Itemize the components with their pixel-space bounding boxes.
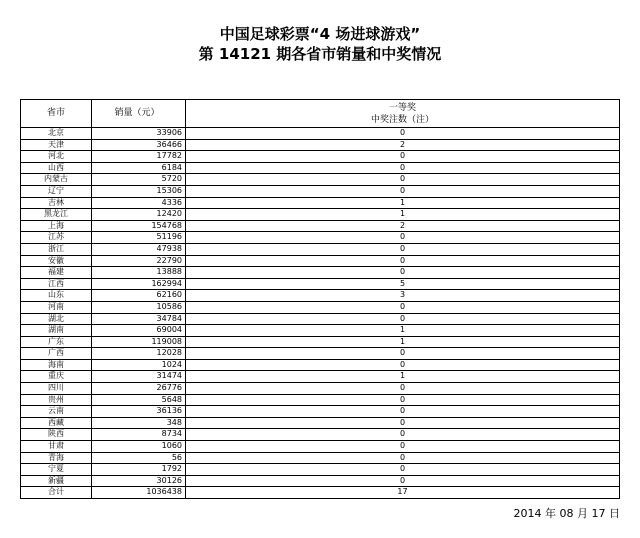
cell-province: 四川 — [21, 383, 92, 395]
table-row — [21, 162, 620, 174]
cell-province: 甘肃 — [21, 441, 92, 453]
cell-province: 内蒙古 — [21, 174, 92, 186]
cell-sales: 1036438 — [92, 487, 186, 499]
cell-sales: 154768 — [92, 220, 186, 232]
cell-province: 海南 — [21, 359, 92, 371]
table-row — [21, 383, 620, 395]
cell-sales: 12028 — [92, 348, 186, 360]
cell-sales: 10586 — [92, 301, 186, 313]
table-row — [21, 220, 620, 232]
cell-sales: 51196 — [92, 232, 186, 244]
cell-winners: 0 — [186, 441, 620, 453]
table-row — [21, 313, 620, 325]
table-header-row — [21, 100, 620, 128]
report-date: 2014 年 08 月 17 日 — [513, 507, 620, 520]
cell-province: 天津 — [21, 139, 92, 151]
cell-winners: 1 — [186, 325, 620, 337]
header-prize-line-1: 一等奖 — [388, 102, 416, 113]
table-row — [21, 371, 620, 383]
table-row — [21, 267, 620, 279]
cell-sales: 348 — [92, 417, 186, 429]
cell-winners: 0 — [186, 429, 620, 441]
cell-sales: 31474 — [92, 371, 186, 383]
cell-sales: 15306 — [92, 185, 186, 197]
table-row — [21, 128, 620, 140]
table-row — [21, 232, 620, 244]
table-row — [21, 243, 620, 255]
cell-sales: 8734 — [92, 429, 186, 441]
cell-province: 青海 — [21, 452, 92, 464]
cell-sales: 5648 — [92, 394, 186, 406]
table-row — [21, 348, 620, 360]
cell-province: 福建 — [21, 267, 92, 279]
cell-province: 广西 — [21, 348, 92, 360]
cell-sales: 17782 — [92, 151, 186, 163]
cell-winners: 0 — [186, 162, 620, 174]
cell-province: 广东 — [21, 336, 92, 348]
cell-province: 安徽 — [21, 255, 92, 267]
table-row — [21, 290, 620, 302]
cell-winners: 0 — [186, 359, 620, 371]
title-line-1: 中国足球彩票“4 场进球游戏” — [219, 25, 421, 43]
cell-winners: 3 — [186, 290, 620, 302]
cell-winners: 5 — [186, 278, 620, 290]
table-row — [21, 255, 620, 267]
table-row — [21, 197, 620, 209]
cell-sales: 4336 — [92, 197, 186, 209]
cell-sales: 56 — [92, 452, 186, 464]
cell-winners: 0 — [186, 383, 620, 395]
cell-sales: 69004 — [92, 325, 186, 337]
cell-province: 湖北 — [21, 313, 92, 325]
table-row — [21, 464, 620, 476]
table-row — [21, 151, 620, 163]
cell-sales: 33906 — [92, 128, 186, 140]
cell-winners: 1 — [186, 371, 620, 383]
table-row — [21, 336, 620, 348]
cell-province: 陕西 — [21, 429, 92, 441]
cell-province: 贵州 — [21, 394, 92, 406]
cell-sales: 12420 — [92, 209, 186, 221]
cell-winners: 0 — [186, 475, 620, 487]
cell-winners: 1 — [186, 209, 620, 221]
cell-winners: 0 — [186, 255, 620, 267]
table-row — [21, 475, 620, 487]
cell-province: 吉林 — [21, 197, 92, 209]
cell-sales: 5720 — [92, 174, 186, 186]
header-province: 省市 — [21, 100, 92, 128]
table-row — [21, 487, 620, 499]
cell-winners: 0 — [186, 394, 620, 406]
cell-sales: 36136 — [92, 406, 186, 418]
table-row — [21, 429, 620, 441]
cell-sales: 36466 — [92, 139, 186, 151]
cell-winners: 0 — [186, 452, 620, 464]
table-row — [21, 139, 620, 151]
cell-sales: 1792 — [92, 464, 186, 476]
cell-province: 江苏 — [21, 232, 92, 244]
cell-province: 湖南 — [21, 325, 92, 337]
cell-winners: 0 — [186, 301, 620, 313]
table-row — [21, 278, 620, 290]
table-body — [21, 128, 620, 499]
cell-winners: 1 — [186, 197, 620, 209]
cell-province: 西藏 — [21, 417, 92, 429]
cell-sales: 6184 — [92, 162, 186, 174]
header-prize-line-2: 中奖注数（注） — [370, 114, 434, 125]
header-sales: 销量（元） — [92, 100, 186, 128]
table-row — [21, 185, 620, 197]
cell-sales: 1024 — [92, 359, 186, 371]
cell-winners: 0 — [186, 464, 620, 476]
cell-province: 山东 — [21, 290, 92, 302]
cell-province: 合计 — [21, 487, 92, 499]
cell-winners: 0 — [186, 243, 620, 255]
cell-sales: 34784 — [92, 313, 186, 325]
cell-sales: 26776 — [92, 383, 186, 395]
cell-winners: 0 — [186, 313, 620, 325]
cell-province: 黑龙江 — [21, 209, 92, 221]
cell-sales: 30126 — [92, 475, 186, 487]
cell-province: 上海 — [21, 220, 92, 232]
cell-province: 河南 — [21, 301, 92, 313]
table-row — [21, 325, 620, 337]
table-row — [21, 406, 620, 418]
cell-winners: 0 — [186, 128, 620, 140]
table-row — [21, 301, 620, 313]
sales-table — [20, 99, 620, 499]
cell-province: 宁夏 — [21, 464, 92, 476]
cell-province: 新疆 — [21, 475, 92, 487]
cell-sales: 62160 — [92, 290, 186, 302]
cell-winners: 2 — [186, 139, 620, 151]
cell-winners: 0 — [186, 174, 620, 186]
cell-province: 河北 — [21, 151, 92, 163]
cell-province: 浙江 — [21, 243, 92, 255]
table-row — [21, 452, 620, 464]
table-row — [21, 209, 620, 221]
cell-sales: 1060 — [92, 441, 186, 453]
cell-sales: 119008 — [92, 336, 186, 348]
cell-winners: 0 — [186, 232, 620, 244]
cell-sales: 13888 — [92, 267, 186, 279]
cell-province: 江西 — [21, 278, 92, 290]
cell-winners: 2 — [186, 220, 620, 232]
cell-winners: 0 — [186, 348, 620, 360]
cell-winners: 0 — [186, 185, 620, 197]
table-row — [21, 359, 620, 371]
cell-province: 北京 — [21, 128, 92, 140]
cell-winners: 0 — [186, 417, 620, 429]
cell-winners: 1 — [186, 336, 620, 348]
cell-province: 云南 — [21, 406, 92, 418]
table-row — [21, 394, 620, 406]
header-prize — [186, 100, 620, 128]
table-row — [21, 441, 620, 453]
cell-winners: 0 — [186, 151, 620, 163]
cell-winners: 0 — [186, 267, 620, 279]
cell-sales: 47938 — [92, 243, 186, 255]
cell-province: 重庆 — [21, 371, 92, 383]
table-row — [21, 174, 620, 186]
table-row — [21, 417, 620, 429]
title-line-2: 第 14121 期各省市销量和中奖情况 — [198, 45, 442, 63]
cell-sales: 22790 — [92, 255, 186, 267]
cell-province: 辽宁 — [21, 185, 92, 197]
cell-winners: 17 — [186, 487, 620, 499]
cell-winners: 0 — [186, 406, 620, 418]
cell-province: 山西 — [21, 162, 92, 174]
cell-sales: 162994 — [92, 278, 186, 290]
